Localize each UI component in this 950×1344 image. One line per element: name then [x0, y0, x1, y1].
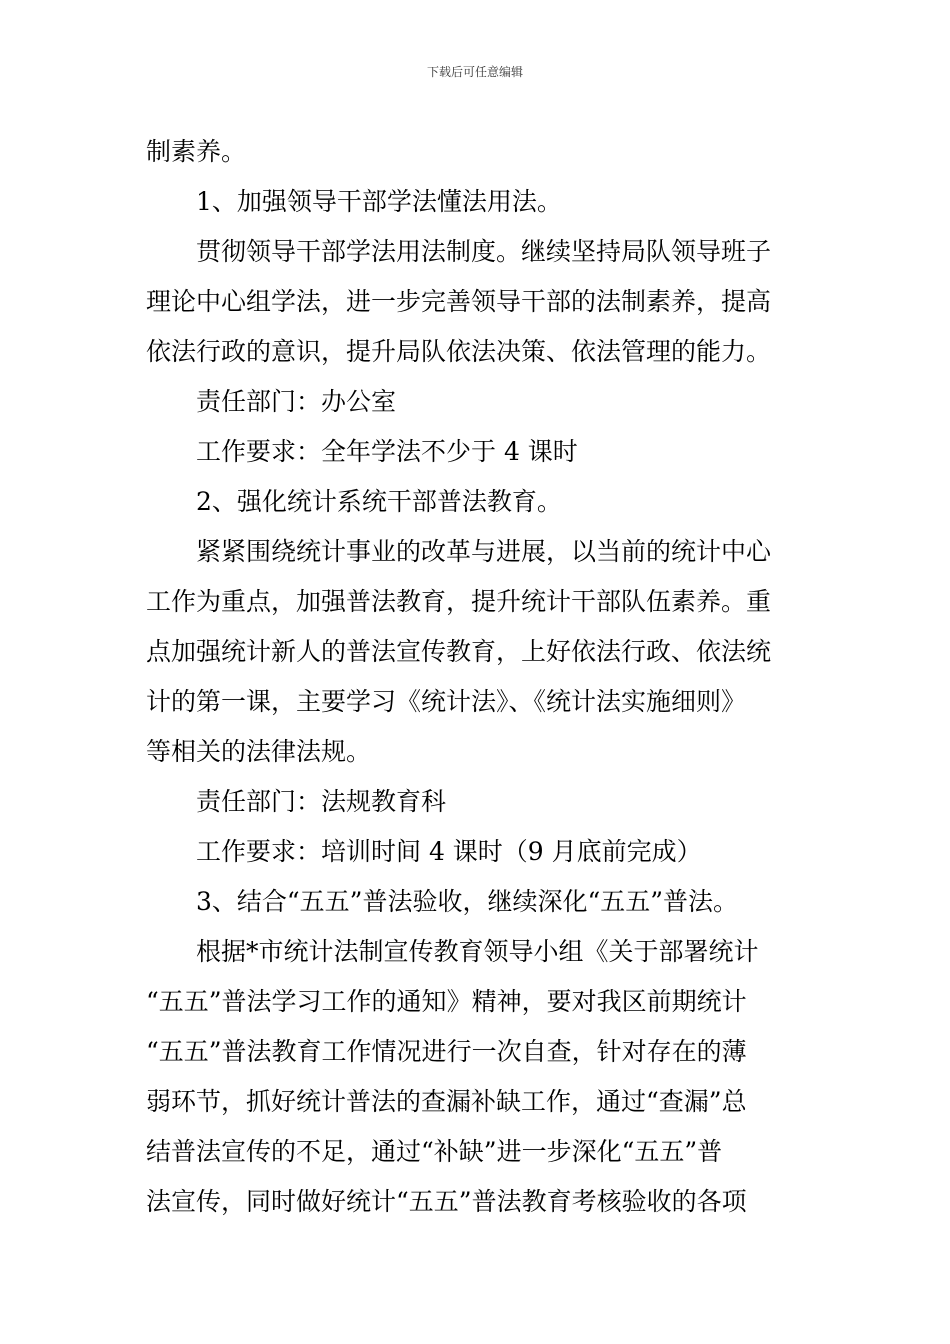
body-line: 依法行政的意识，提升局队依法决策、依法管理的能力。 — [146, 337, 772, 366]
body-line: 制素养。 — [146, 137, 247, 166]
section-heading-2: 2、强化统计系统干部普法教育。 — [146, 487, 562, 516]
document-body — [146, 127, 808, 1227]
work-requirement: 工作要求：培训时间 4 课时（9 月底前完成） — [146, 837, 702, 866]
page-header: 下载后可任意编辑 — [426, 65, 523, 79]
section-heading-1: 1、加强领导干部学法懂法用法。 — [146, 187, 562, 216]
body-line: 结普法宣传的不足，通过“补缺”进一步深化“五五”普 — [146, 1137, 723, 1166]
section-heading-3: 3、结合“五五”普法验收，继续深化“五五”普法。 — [146, 887, 739, 916]
body-line: 工作为重点，加强普法教育，提升统计干部队伍素养。重 — [146, 587, 772, 616]
body-line: 紧紧围绕统计事业的改革与进展，以当前的统计中心 — [146, 537, 772, 566]
body-line: 弱环节，抓好统计普法的查漏补缺工作，通过“查漏”总 — [146, 1087, 747, 1116]
body-line: 点加强统计新人的普法宣传教育，上好依法行政、依法统 — [146, 637, 772, 666]
body-line: “五五”普法教育工作情况进行一次自查，针对存在的薄 — [146, 1037, 747, 1066]
body-line: 法宣传，同时做好统计“五五”普法教育考核验收的各项 — [146, 1187, 747, 1216]
work-requirement: 工作要求：全年学法不少于 4 课时 — [146, 437, 578, 466]
body-line: 贯彻领导干部学法用法制度。继续坚持局队领导班子 — [146, 237, 772, 266]
body-line: “五五”普法学习工作的通知》精神，要对我区前期统计 — [146, 987, 747, 1016]
body-line: 根据*市统计法制宣传教育领导小组《关于部署统计 — [146, 937, 759, 966]
body-line: 等相关的法律法规。 — [146, 737, 372, 766]
body-line: 理论中心组学法，进一步完善领导干部的法制素养，提高 — [146, 287, 772, 316]
responsible-department: 责任部门：法规教育科 — [146, 787, 447, 816]
body-line: 计的第一课，主要学习《统计法》、《统计法实施细则》 — [146, 687, 747, 716]
responsible-department: 责任部门：办公室 — [146, 387, 397, 416]
